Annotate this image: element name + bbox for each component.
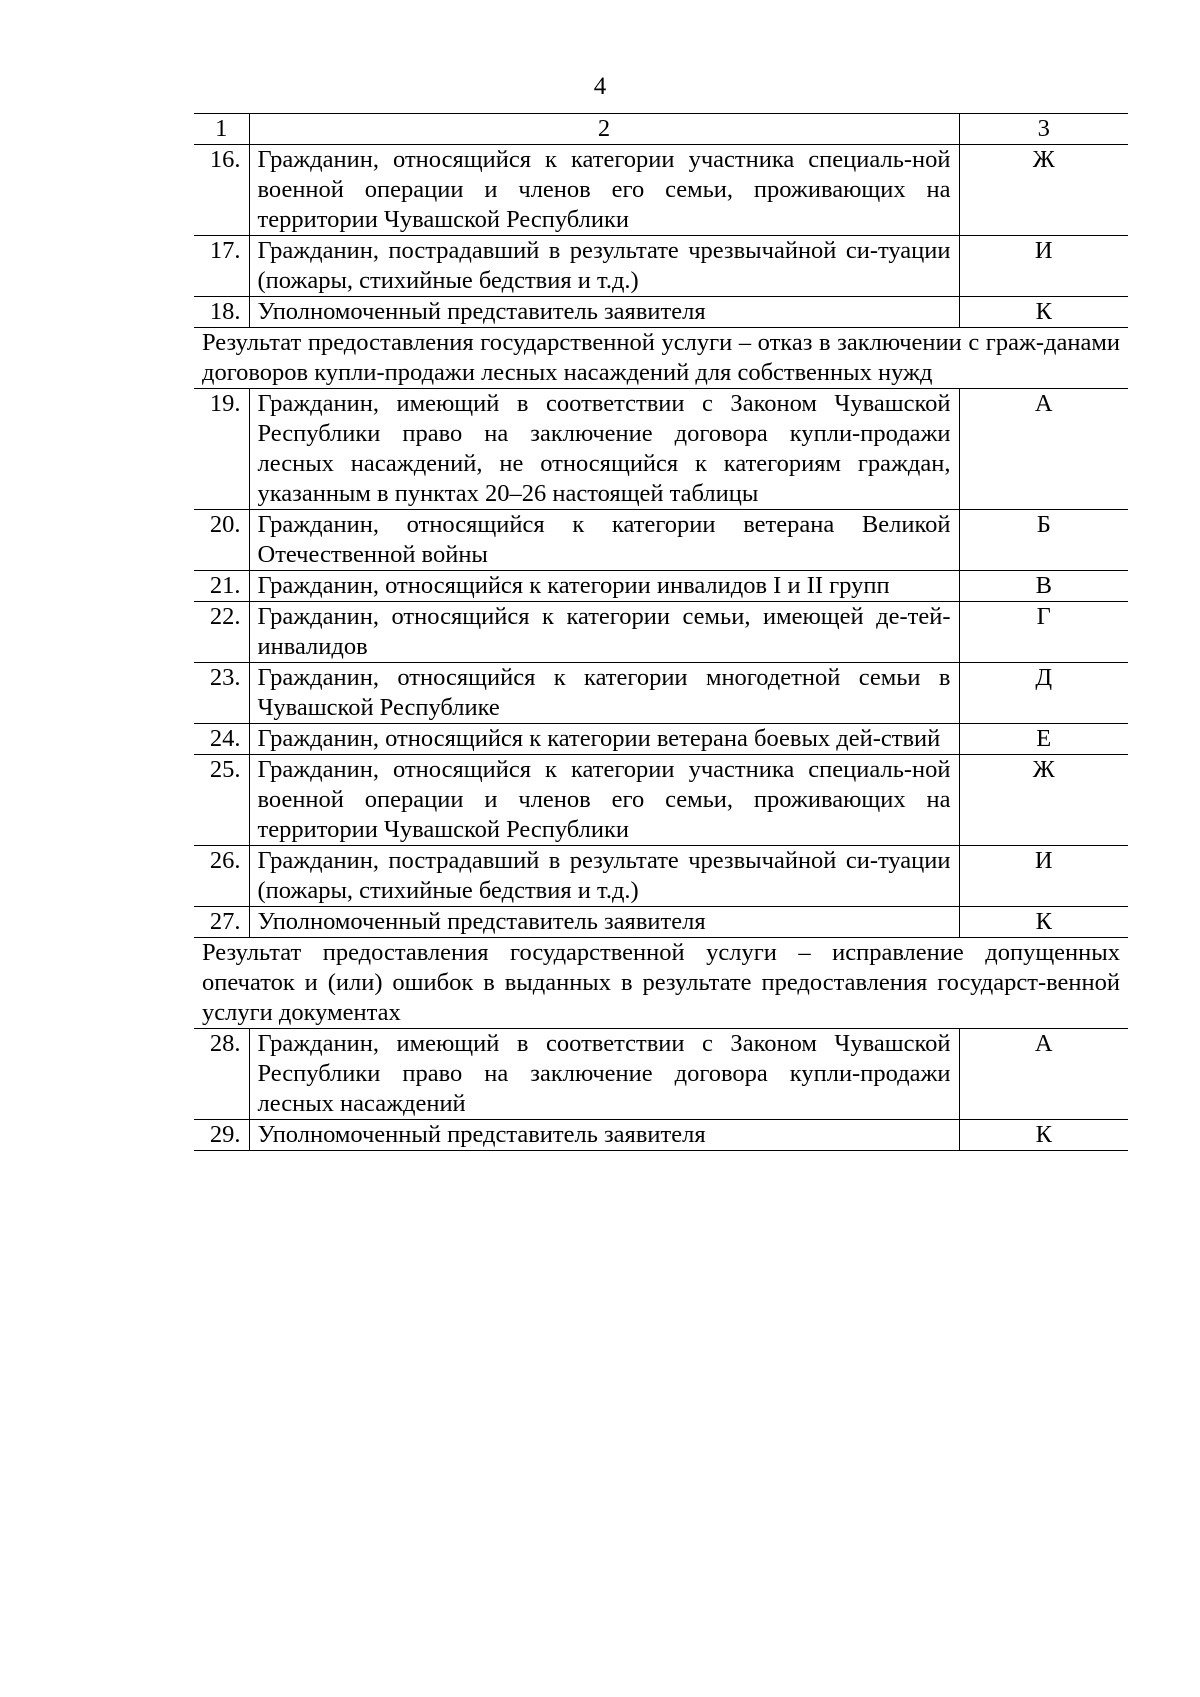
- table-row: [194, 297, 1128, 328]
- header-col-3: 3: [959, 114, 1128, 145]
- table-row: [194, 510, 1128, 571]
- row-code: К: [959, 297, 1128, 328]
- row-number: 25.: [194, 755, 249, 846]
- applicant-categories-table: [194, 113, 1128, 1151]
- page-number: 4: [593, 73, 607, 100]
- row-description: Гражданин, относящийся к категории ветерана боевых дей-ствий: [249, 724, 959, 755]
- row-code: А: [959, 389, 1128, 510]
- row-code: И: [959, 236, 1128, 297]
- table-row: [194, 145, 1128, 236]
- row-description: Уполномоченный представитель заявителя: [249, 1120, 959, 1151]
- table-row: [194, 755, 1128, 846]
- row-description: Гражданин, пострадавший в результате чрезвычайной си-туации (пожары, стихийные бедствия и т.д.): [249, 846, 959, 907]
- row-number: 27.: [194, 907, 249, 938]
- row-description: Гражданин, относящийся к категории участника специаль-ной военной операции и членов его семьи, проживающих на территории Чувашской Республики: [249, 755, 959, 846]
- row-description: Гражданин, относящийся к категории ветерана Великой Отечественной войны: [249, 510, 959, 571]
- row-description: Гражданин, имеющий в соответствии с Законом Чувашской Республики право на заключение договора купли-продажи лесных насаждений, не относящийся к категориям граждан, указанным в пунктах 20–26 настоящей таблицы: [249, 389, 959, 510]
- row-code: К: [959, 907, 1128, 938]
- row-code: Д: [959, 663, 1128, 724]
- section-heading: Результат предоставления государственной услуги – исправление допущенных опечаток и (или) ошибок в выданных в результате предоставления государст-венной услуги документах: [194, 938, 1128, 1029]
- row-number: 23.: [194, 663, 249, 724]
- row-number: 21.: [194, 571, 249, 602]
- row-code: Г: [959, 602, 1128, 663]
- row-number: 26.: [194, 846, 249, 907]
- row-number: 17.: [194, 236, 249, 297]
- row-code: Ж: [959, 145, 1128, 236]
- table-row: [194, 1120, 1128, 1151]
- row-code: А: [959, 1029, 1128, 1120]
- row-code: К: [959, 1120, 1128, 1151]
- row-description: Гражданин, относящийся к категории участника специаль-ной военной операции и членов его семьи, проживающих на территории Чувашской Республики: [249, 145, 959, 236]
- table-row: [194, 907, 1128, 938]
- section-heading-row: [194, 328, 1128, 389]
- table-row: [194, 571, 1128, 602]
- row-description: Гражданин, имеющий в соответствии с Законом Чувашской Республики право на заключение договора купли-продажи лесных насаждений: [249, 1029, 959, 1120]
- table-row: [194, 724, 1128, 755]
- row-description: Гражданин, пострадавший в результате чрезвычайной си-туации (пожары, стихийные бедствия и т.д.): [249, 236, 959, 297]
- section-heading-row: [194, 938, 1128, 1029]
- row-number: 24.: [194, 724, 249, 755]
- row-code: В: [959, 571, 1128, 602]
- row-number: 22.: [194, 602, 249, 663]
- header-col-1: 1: [194, 114, 249, 145]
- row-number: 28.: [194, 1029, 249, 1120]
- table-row: [194, 1029, 1128, 1120]
- table-row: [194, 602, 1128, 663]
- table-row: [194, 846, 1128, 907]
- section-heading: Результат предоставления государственной услуги – отказ в заключении с граж-данами договоров купли-продажи лесных насаждений для собственных нужд: [194, 328, 1128, 389]
- row-description: Гражданин, относящийся к категории инвалидов I и II групп: [249, 571, 959, 602]
- row-number: 16.: [194, 145, 249, 236]
- table-row: [194, 389, 1128, 510]
- row-description: Гражданин, относящийся к категории семьи, имеющей де-тей-инвалидов: [249, 602, 959, 663]
- row-number: 20.: [194, 510, 249, 571]
- header-col-2: 2: [249, 114, 959, 145]
- row-description: Гражданин, относящийся к категории многодетной семьи в Чувашской Республике: [249, 663, 959, 724]
- row-number: 29.: [194, 1120, 249, 1151]
- table-row: [194, 663, 1128, 724]
- row-description: Уполномоченный представитель заявителя: [249, 907, 959, 938]
- row-code: Ж: [959, 755, 1128, 846]
- table-row: [194, 236, 1128, 297]
- table-body: [194, 114, 1128, 1151]
- row-code: Е: [959, 724, 1128, 755]
- row-description: Уполномоченный представитель заявителя: [249, 297, 959, 328]
- row-code: И: [959, 846, 1128, 907]
- table-header-row: [194, 114, 1128, 145]
- row-number: 18.: [194, 297, 249, 328]
- row-number: 19.: [194, 389, 249, 510]
- row-code: Б: [959, 510, 1128, 571]
